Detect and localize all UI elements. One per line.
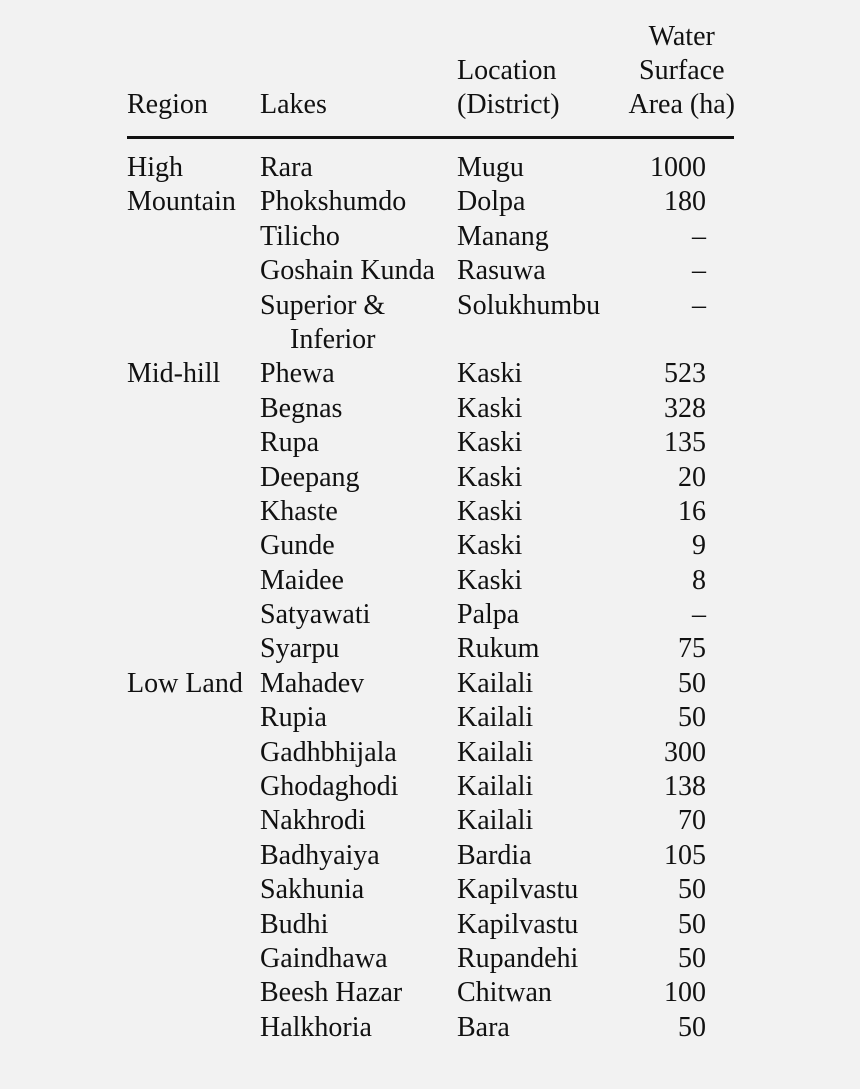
- area-cell: 135: [664, 427, 706, 459]
- lake-cell: Sakhunia: [260, 874, 365, 906]
- area-cell: –: [692, 255, 706, 287]
- header-location: [457, 54, 560, 122]
- area-cell: 50: [678, 1011, 706, 1043]
- area-cell: –: [692, 220, 706, 252]
- location-cell: Dolpa: [457, 186, 526, 218]
- location-cell: Rukum: [457, 633, 540, 665]
- lake-cell: Tilicho: [260, 220, 340, 252]
- area-cell: 105: [664, 839, 706, 871]
- location-cell: Kaski: [457, 427, 523, 459]
- lake-cell: Phewa: [260, 358, 335, 390]
- location-cell: Kailali: [457, 805, 534, 837]
- region-cell: High: [127, 152, 183, 183]
- lake-cell: Rupa: [260, 427, 320, 459]
- lake-cell: Superior &: [260, 289, 386, 321]
- area-cell: 523: [664, 358, 706, 390]
- lake-cell: Satyawati: [260, 599, 371, 631]
- table-body: [127, 151, 737, 1045]
- lake-cell: Rara: [260, 152, 313, 183]
- table-row: [127, 220, 737, 254]
- area-cell: 100: [664, 977, 706, 1009]
- lake-cell: Gadhbhijala: [260, 736, 397, 768]
- region-cell: Mid-hill: [127, 358, 221, 390]
- area-cell: 328: [664, 392, 706, 424]
- location-cell: Chitwan: [457, 977, 552, 1009]
- lake-cell: Phokshumdo: [260, 186, 407, 218]
- lake-cell: Syarpu: [260, 633, 340, 665]
- lake-cell: Halkhoria: [260, 1011, 372, 1043]
- lake-cell: Gaindhawa: [260, 942, 388, 974]
- table-row: [127, 185, 737, 219]
- area-cell: 16: [678, 495, 706, 527]
- header-lakes: Lakes: [260, 89, 327, 120]
- lake-cell: Inferior: [290, 323, 376, 355]
- area-cell: 20: [678, 461, 706, 493]
- lake-cell: Nakhrodi: [260, 805, 366, 837]
- lakes-table: [127, 21, 737, 1045]
- lake-cell: Beesh Hazar: [260, 977, 403, 1009]
- location-cell: Mugu: [457, 152, 524, 183]
- location-cell: Kailali: [457, 702, 534, 734]
- lake-cell: Ghodaghodi: [260, 771, 399, 803]
- area-cell: –: [692, 289, 706, 321]
- table-row: [127, 426, 737, 460]
- header-location-line: (District): [457, 89, 560, 120]
- location-cell: Kapilvastu: [457, 874, 579, 906]
- location-cell: Rupandehi: [457, 942, 579, 974]
- location-cell: Kailali: [457, 771, 534, 803]
- location-cell: Bara: [457, 1011, 510, 1043]
- region-cell: Mountain: [127, 186, 236, 218]
- table-row: [127, 632, 737, 666]
- location-cell: Kaski: [457, 358, 523, 390]
- area-cell: 1000: [650, 152, 706, 183]
- location-cell: Kapilvastu: [457, 908, 579, 940]
- header-area: [629, 20, 735, 122]
- table-row: [127, 908, 737, 942]
- header-rule: [127, 136, 734, 139]
- location-cell: Bardia: [457, 839, 532, 871]
- area-cell: 300: [664, 736, 706, 768]
- header-region: Region: [127, 89, 208, 120]
- table-row: [127, 1011, 737, 1045]
- area-cell: 50: [678, 667, 706, 699]
- table-row: [127, 529, 737, 563]
- header-area-line: Surface: [639, 55, 725, 86]
- location-cell: Rasuwa: [457, 255, 546, 287]
- table-row: [127, 804, 737, 838]
- location-cell: Kaski: [457, 461, 523, 493]
- table-row: [127, 736, 737, 770]
- lake-cell: Gunde: [260, 530, 335, 562]
- header-area-line: Area (ha): [628, 89, 735, 120]
- lake-cell: Deepang: [260, 461, 360, 493]
- header-location-line: Location: [457, 55, 557, 86]
- area-cell: 180: [664, 186, 706, 218]
- table-row: [127, 701, 737, 735]
- table-row: [127, 770, 737, 804]
- lake-cell: Budhi: [260, 908, 329, 940]
- table-row: [127, 667, 737, 701]
- location-cell: Kaski: [457, 392, 523, 424]
- lake-cell: Khaste: [260, 495, 338, 527]
- area-cell: 50: [678, 702, 706, 734]
- table-row: [127, 839, 737, 873]
- area-cell: –: [692, 599, 706, 631]
- header-area-line: Water: [648, 21, 715, 52]
- table-row: [127, 357, 737, 391]
- table-row: [127, 323, 737, 357]
- region-cell: Low Land: [127, 667, 243, 699]
- area-cell: 8: [692, 564, 706, 596]
- table-header: [127, 21, 737, 134]
- area-cell: 50: [678, 942, 706, 974]
- table-row: [127, 151, 737, 185]
- table-row: [127, 289, 737, 323]
- area-cell: 9: [692, 530, 706, 562]
- area-cell: 50: [678, 908, 706, 940]
- table-row: [127, 461, 737, 495]
- location-cell: Kailali: [457, 736, 534, 768]
- table-row: [127, 873, 737, 907]
- lake-cell: Rupia: [260, 702, 327, 734]
- lake-cell: Mahadev: [260, 667, 365, 699]
- table-row: [127, 564, 737, 598]
- table-row: [127, 976, 737, 1010]
- area-cell: 70: [678, 805, 706, 837]
- location-cell: Kaski: [457, 564, 523, 596]
- location-cell: Kailali: [457, 667, 534, 699]
- area-cell: 50: [678, 874, 706, 906]
- lake-cell: Begnas: [260, 392, 343, 424]
- table-row: [127, 392, 737, 426]
- location-cell: Palpa: [457, 599, 520, 631]
- lake-cell: Goshain Kunda: [260, 255, 435, 287]
- location-cell: Kaski: [457, 530, 523, 562]
- lake-cell: Badhyaiya: [260, 839, 380, 871]
- area-cell: 138: [664, 771, 706, 803]
- table-row: [127, 598, 737, 632]
- table-row: [127, 495, 737, 529]
- area-cell: 75: [678, 633, 706, 665]
- location-cell: Kaski: [457, 495, 523, 527]
- table-row: [127, 254, 737, 288]
- table-row: [127, 942, 737, 976]
- lake-cell: Maidee: [260, 564, 344, 596]
- location-cell: Solukhumbu: [457, 289, 601, 321]
- location-cell: Manang: [457, 220, 549, 252]
